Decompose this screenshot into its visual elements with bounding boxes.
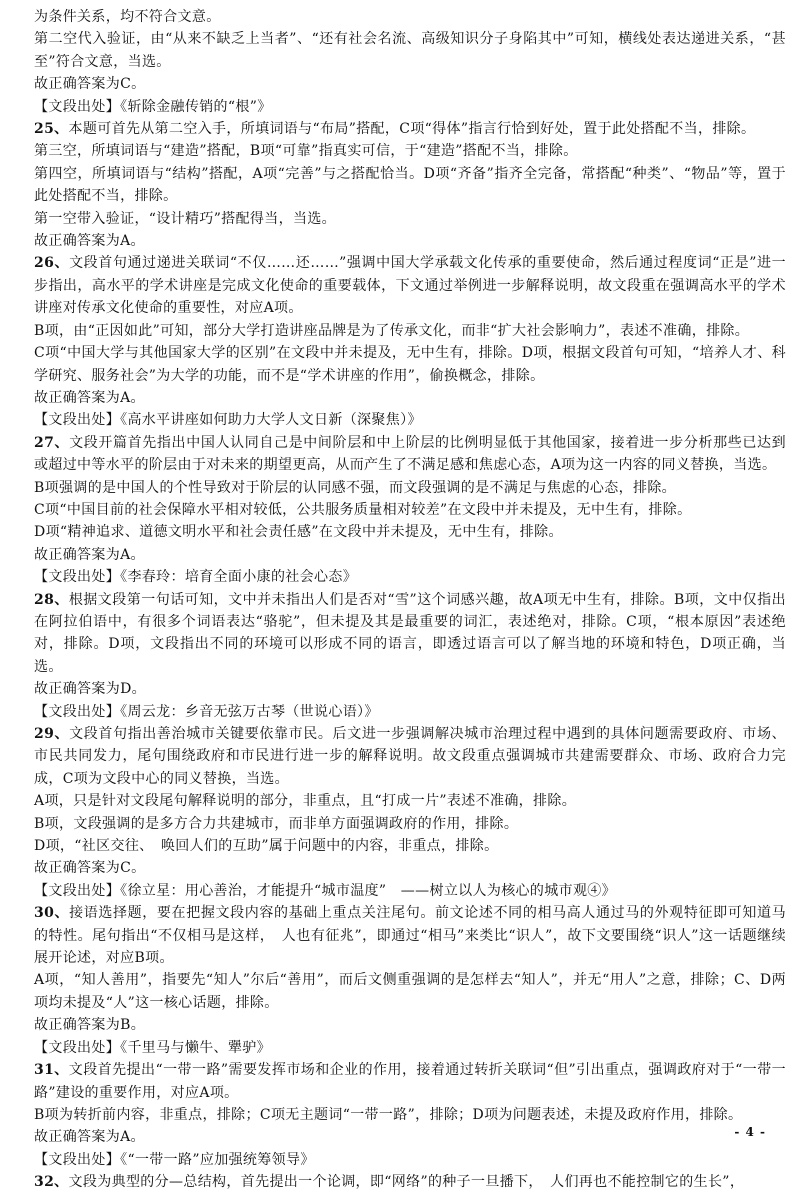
paragraph-text: 文段为典型的分—总结构，首先提出一个论调，即“网络”的种子一旦播下， 人们再也不能控制它的生长”， xyxy=(68,1174,745,1191)
question-number: 31、 xyxy=(34,1062,69,1079)
paragraph-text: 根据文段第一句话可知，文中并未指出人们是否对“雪”这个词感兴趣，故A项无中生有，排除。B项，文中仅指出在阿拉伯语中，有很多个词语表达“骆驼”，但未提及其是最重要的词汇，表述绝对，排除。C项，“根本原因”表述绝对，排除。D项，文段指出不同的环境可以形成不同的语言，即透过语言可以了解当地的环境和特色，D项正确，当选。 xyxy=(34,591,786,675)
question-number: 30、 xyxy=(34,905,70,922)
paragraph-text: D项“精神追求、道德文明水平和社会责任感”在文段中并未提及，无中生有，排除。 xyxy=(34,524,563,541)
question-explanation xyxy=(34,902,786,969)
paragraph-text: 故正确答案为A。 xyxy=(34,546,145,563)
paragraph-text: 【文段出处】《斩除金融传销的“根”》 xyxy=(34,98,272,115)
paragraph-text: 文段开篇首先指出中国人认同自己是中间阶层和中上阶层的比例明显低于其他国家，接着进一步分析那些已达到或超过中等水平的阶层由于对未来的期望更高，从而产生了不满足感和焦虑心态，A项为这一内容的同义替换，当选。 xyxy=(34,434,786,474)
question-explanation xyxy=(34,723,786,790)
explanation-line xyxy=(34,342,786,387)
source-citation xyxy=(34,1037,786,1059)
paragraph-text: 【文段出处】《李春玲：培育全面小康的社会心态》 xyxy=(34,569,358,586)
question-explanation xyxy=(34,1171,786,1193)
paragraph-text: 故正确答案为A。 xyxy=(34,233,145,250)
question-explanation xyxy=(34,1059,786,1104)
explanation-line xyxy=(34,813,786,835)
paragraph-text: 第四空，所填词语与“结构”搭配，A项“完善”与之搭配恰当。D项“齐备”指齐全完备，常搭配“种类”、“物品”等，置于此处搭配不当，排除。 xyxy=(34,165,786,205)
question-number: 29、 xyxy=(34,726,70,742)
paragraph-text: 第二空代入验证，由“从来不缺乏上当者”、“还有社会名流、高级知识分子身陷其中”可知，横线处表达递进关系，“甚至”符合文意，当选。 xyxy=(34,31,786,70)
paragraph-text: B项为转折前内容，非重点，排除；C项无主题词“一带一路”，排除；D项为问题表述，未提及政府作用，排除。 xyxy=(34,1106,743,1123)
paragraph-text: D项，“社区交往、 唤回人们的互助”属于问题中的内容，非重点，排除。 xyxy=(34,838,499,855)
page-number: - 4 - xyxy=(734,1125,766,1139)
source-citation xyxy=(34,409,786,431)
paragraph-text: 本题可首先从第二空入手，所填词语与“布局”搭配，C项“得体”指言行恰到好处，置于此处搭配不当，排除。 xyxy=(68,121,756,138)
paragraph-text: 【文段出处】《高水平讲座如何助力大学人文日新（深聚焦）》 xyxy=(34,412,422,429)
question-explanation xyxy=(34,118,786,140)
paragraph-text: B项，文段强调的是多方合力共建城市，而非单方面强调政府的作用，排除。 xyxy=(34,815,519,832)
paragraph-text: 故正确答案为C。 xyxy=(34,860,146,877)
source-citation xyxy=(34,566,786,588)
paragraph-text: 第三空，所填词语与“建造”搭配，B项“可靠”指真实可信，于“建造”搭配不当，排除。 xyxy=(34,143,578,160)
explanation-line xyxy=(34,969,786,1014)
explanation-line xyxy=(34,140,786,162)
explanation-line xyxy=(34,678,786,700)
paragraph-text: 文段首先提出“一带一路”需要发挥市场和企业的作用，接着通过转折关联词“但”引出重点，强调政府对于“一带一路”建设的重要作用，对应A项。 xyxy=(34,1062,786,1101)
explanation-line xyxy=(34,387,786,409)
paragraph-text: 【文段出处】《徐立星：用心善治，才能提升“城市温度” ——树立以人为核心的城市观④》 xyxy=(34,882,617,899)
paragraph-text: 为条件关系，均不符合文意。 xyxy=(34,9,221,25)
paragraph-text: 【文段出处】《千里马与懒牛、犟驴》 xyxy=(34,1039,271,1056)
paragraph-text: C项“中国目前的社会保障水平相对较低，公共服务质量相对较差”在文段中并未提及，无中生有，排除。 xyxy=(34,501,692,518)
explanation-line xyxy=(34,73,786,95)
source-citation xyxy=(34,96,786,118)
source-citation xyxy=(34,701,786,723)
explanation-line xyxy=(34,499,786,521)
explanation-line xyxy=(34,857,786,879)
paragraph-text: 故正确答案为C。 xyxy=(34,76,146,93)
paragraph-text: 【文段出处】《周云龙：乡音无弦万古琴（世说心语）》 xyxy=(34,703,379,720)
explanation-line xyxy=(34,28,786,73)
question-number: 27、 xyxy=(34,434,70,451)
paragraph-text: 文段首句通过递进关联词“不仅……还……”强调中国大学承载文化传承的重要使命，然后通过程度词“正是”进一步指出，高水平的学术讲座是完成文化使命的重要载体，下文通过举例进一步解释说明，故文段重在强调高水平的学术讲座对传承文化使命的重要性，对应A项。 xyxy=(34,255,786,317)
source-citation xyxy=(34,880,786,902)
question-number: 25、 xyxy=(34,121,69,138)
paragraph-text: 故正确答案为A。 xyxy=(34,1129,145,1146)
explanation-line xyxy=(34,544,786,566)
explanation-line xyxy=(34,835,786,857)
explanation-line xyxy=(34,230,786,252)
paragraph-text: 接语选择题，要在把握文段内容的基础上重点关注尾句。前文论述不同的相马高人通过马的外观特征即可知道马的特性。尾句指出“不仅相马是这样， 人也有征兆”，即通过“相马”来类比“识人”，故下文要围绕“识人”这一话题继续展开论述，对应B项。 xyxy=(34,905,786,967)
explanation-line xyxy=(34,208,786,230)
explanation-line xyxy=(34,521,786,543)
explanation-line xyxy=(34,1126,786,1148)
explanation-line xyxy=(34,6,786,28)
paragraph-text: A项，只是针对文段尾句解释说明的部分，非重点，且“打成一片”表述不准确，排除。 xyxy=(34,793,577,810)
question-number: 26、 xyxy=(34,255,70,272)
paragraph-text: B项，由“正因如此”可知，部分大学打造讲座品牌是为了传承文化，而非“扩大社会影响力”，表述不准确，排除。 xyxy=(34,322,750,339)
question-number: 28、 xyxy=(34,591,69,608)
question-number: 32、 xyxy=(34,1174,69,1191)
paragraph-text: B项强调的是中国人的个性导致对于阶层的认同感不强，而文段强调的是不满足与焦虑的心态，排除。 xyxy=(34,479,677,496)
paragraph-text: 故正确答案为D。 xyxy=(34,681,147,698)
explanation-line xyxy=(34,790,786,812)
question-explanation xyxy=(34,432,786,477)
answer-explanations xyxy=(34,6,786,1194)
explanation-line xyxy=(34,477,786,499)
question-explanation xyxy=(34,252,786,319)
paragraph-text: 文段首句指出善治城市关键要依靠市民。后文进一步强调解决城市治理过程中遇到的具体问题需要政府、市场、市民共同发力，尾句围绕政府和市民进行进一步的解释说明。故文段重点强调城市共建需要群众、市场、政府合力完成，C项为文段中心的同义替换，当选。 xyxy=(34,726,786,787)
paragraph-text: 第一空带入验证，“设计精巧”搭配得当，当选。 xyxy=(34,210,337,227)
paragraph-text: 【文段出处】《“一带一路”应加强统筹领导》 xyxy=(34,1151,315,1168)
paragraph-text: C项“中国大学与其他国家大学的区别”在文段中并未提及，无中生有，排除。D项，根据文段首句可知，“培养人才、科学研究、服务社会”为大学的功能，而不是“学术讲座的作用”，偷换概念，排除。 xyxy=(34,345,786,384)
paragraph-text: 故正确答案为B。 xyxy=(34,1017,146,1034)
explanation-line xyxy=(34,163,786,208)
explanation-line xyxy=(34,1104,786,1126)
paragraph-text: A项，“知人善用”，指要先“知人”尔后“善用”，而后文侧重强调的是怎样去“知人”，并无“用人”之意，排除；C、D两项均未提及“人”这一核心话题，排除。 xyxy=(34,972,786,1011)
paragraph-text: 故正确答案为A。 xyxy=(34,389,145,406)
explanation-line xyxy=(34,320,786,342)
question-explanation xyxy=(34,589,786,679)
explanation-line xyxy=(34,1014,786,1036)
source-citation xyxy=(34,1149,786,1171)
